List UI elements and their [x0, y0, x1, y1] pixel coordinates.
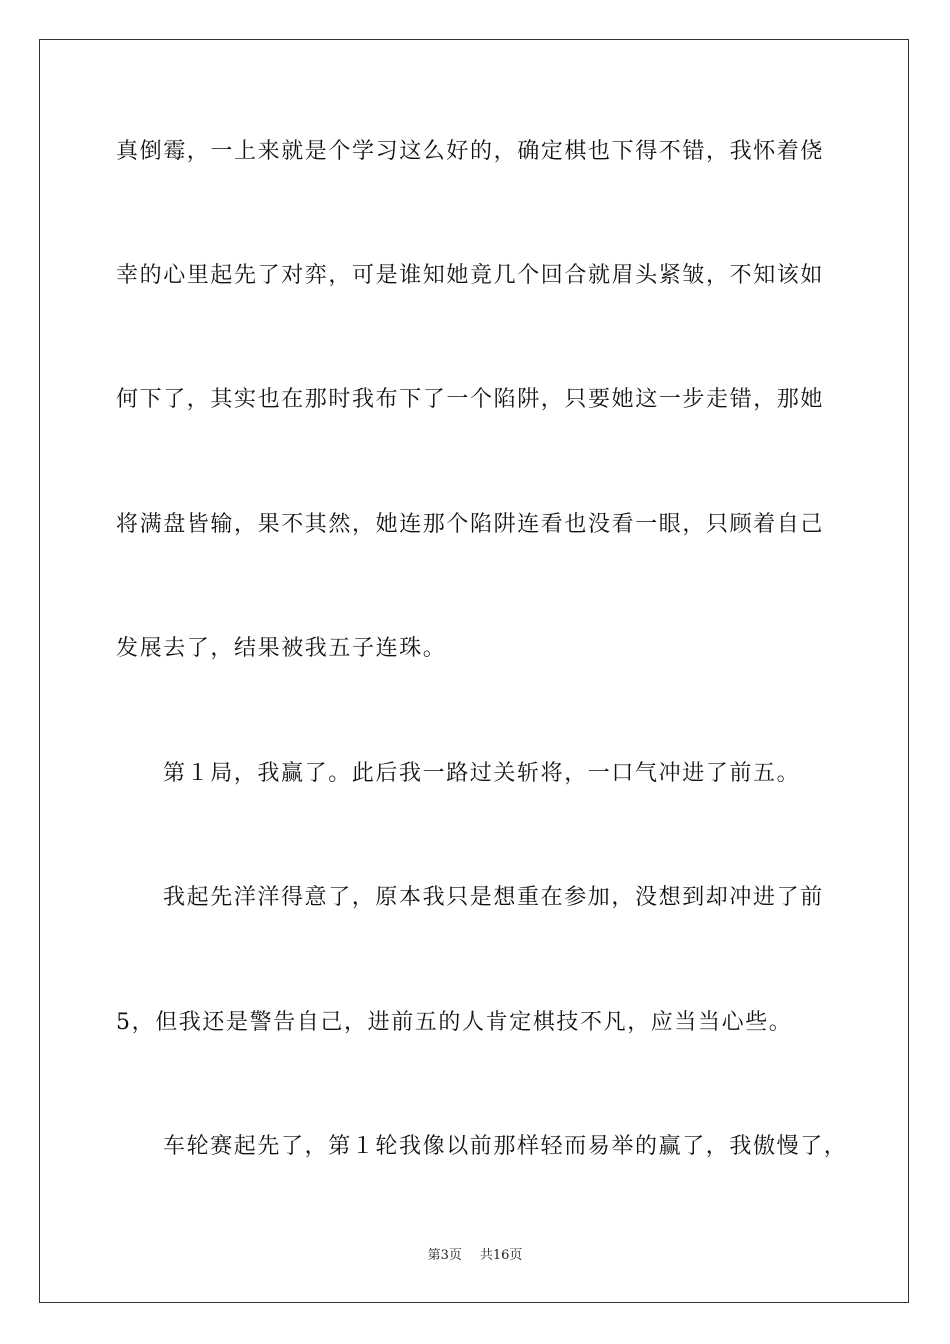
- page-border: [39, 39, 909, 1303]
- text-line-4: 将满盘皆输，果不其然，她连那个陷阱连看也没看一眼，只顾着自己: [116, 512, 825, 537]
- page-footer: [0, 1247, 950, 1265]
- text-line-6: 第１局，我赢了。此后我一路过关斩将，一口气冲进了前五。: [163, 761, 801, 786]
- page-total: 共16页: [479, 1248, 523, 1263]
- text-line-8: 5，但我还是警告自己，进前五的人肯定棋技不凡，应当当心些。: [116, 1010, 793, 1035]
- page-number: 第3页: [427, 1248, 462, 1263]
- text-line-1: 真倒霉，一上来就是个学习这么好的，确定棋也下得不错，我怀着侥: [116, 139, 825, 164]
- text-line-9: 车轮赛起先了，第１轮我像以前那样轻而易举的赢了，我傲慢了，: [163, 1134, 848, 1159]
- text-line-3: 何下了，其实也在那时我布下了一个陷阱，只要她这一步走错，那她: [116, 387, 825, 412]
- text-line-2: 幸的心里起先了对弈，可是谁知她竟几个回合就眉头紧皱，不知该如: [116, 263, 825, 288]
- text-line-7: 我起先洋洋得意了，原本我只是想重在参加，没想到却冲进了前: [163, 885, 824, 910]
- text-line-5: 发展去了，结果被我五子连珠。: [116, 636, 447, 661]
